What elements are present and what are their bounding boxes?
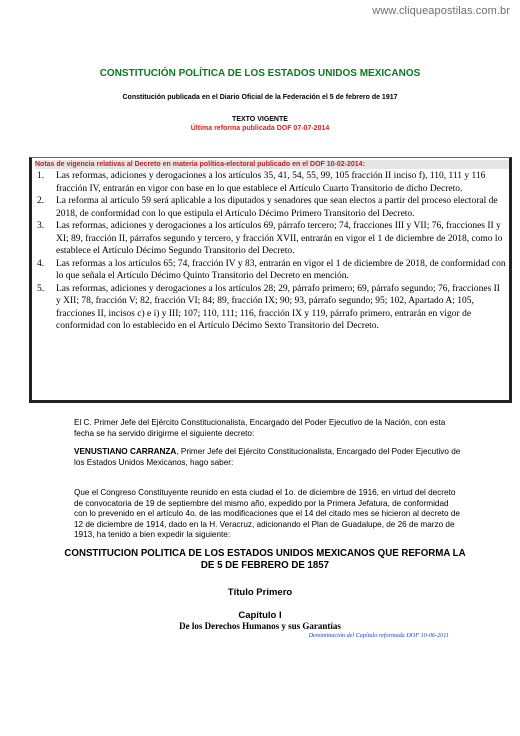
list-item [37,170,507,195]
carranza-text: , Primer Jefe del Ejército Constitucionalista, Encargado del Poder Ejecutivo de los Estados Unidos Mexicanos, hago saber: [74,447,461,467]
capitulo-heading: Capítulo I [238,610,282,621]
vigente-block [0,116,520,133]
note-number: 1. [37,171,45,181]
note-text: Las reformas, adiciones y derogaciones a los artículos 69, párrafo tercero; 74, fracciones III y VII; 76, fracciones II y XI; 89, fracción II, párrafos segundo y tercero, y fracción XVII, entrarán en vigor el 1 de diciembre de 2018, como lo establece el Artículo Décimo Segundo Transitorio del Decreto. [56,221,503,256]
congress-paragraph [74,488,464,541]
list-item [37,283,507,333]
vigente-label: TEXTO VIGENTE [232,116,288,123]
list-item [37,195,507,220]
intro-text: El C. Primer Jefe del Ejército Constitucionalista, Encargado del Poder Ejecutivo de la Nación, con esta fecha se ha servido dirigirme el siguiente decreto: [74,418,446,438]
notes-list [37,170,507,333]
note-number: 2. [37,196,45,206]
note-number: 5. [37,283,45,294]
site-url[interactable]: www.cliqueapostilas.com.br [372,5,510,17]
titulo-heading: Título Primero [227,587,293,598]
carranza-paragraph [74,447,464,468]
intro-paragraph [74,418,464,439]
last-reform: Última reforma publicada DOF 07-07-2014 [190,124,330,132]
note-text: La reforma al artículo 59 será aplicable a los diputados y senadores que sean electos a partir del proceso electoral de 2018, de conformidad con lo que estipula el Artículo Décimo Primero Transitorio del Decreto. [56,196,498,219]
carranza-name: VENUSTIANO CARRANZA [74,447,177,456]
note-number: 3. [37,221,45,231]
vigencia-notes-box [29,157,512,403]
constitution-heading: CONSTITUCION POLITICA DE LOS ESTADOS UNIDOS MEXICANOS QUE REFORMA LA DE 5 DE FEBRERO DE 1857 [64,548,466,571]
congress-text: Que el Congreso Constituyente reunido en esta ciudad el 1o. de diciembre de 1916, en virtud del decreto de convocatoria de 19 de septiembre del mismo año, expedido por la Primera Jefatura, de conformidad con lo prevenido en el artículo 4o. de las modificaciones que el 14 del citado mes se hicieron al decreto de 12 de diciembre de 1914, dado en la H. Veracruz, adicionando el Plan de Guadalupe, de 26 de marzo de 1913, ha tenido a bien expedir la siguiente: [74,488,460,539]
note-text: Las reformas, adiciones y derogaciones a los artículos 35, 41, 54, 55, 99, 105 fracción II inciso f), 110, 111 y 116 fracción IV, entrarán en vigor con base en lo que establece el Artículo Cuarto Transitorio de dicho Decreto. [56,171,486,194]
capitulo-name: De los Derechos Humanos y sus Garantías [179,621,341,631]
list-item [37,220,507,258]
document-title: CONSTITUCIÓN POLÍTICA DE LOS ESTADOS UNIDOS MEXICANOS [99,68,421,79]
note-text: Las reformas a los artículos 65; 74, fracción IV y 83, entrarán en vigor el 1 de diciembre de 2018, de conformidad con lo que señala el Artículo Décimo Quinto Transitorio del Decreto en mención. [56,258,506,281]
publication-info: Constitución publicada en el Diario Oficial de la Federación el 5 de febrero de 1917 [122,94,398,101]
note-number: 4. [37,258,45,269]
denominacion-note: Denominación del Capítulo reformada DOF 10-06-2011 [308,632,449,639]
note-text: Las reformas, adiciones y derogaciones a los artículos 28; 29, párrafo primero; 69, párrafo segundo; 76, fracciones II y XII; 78, fracción V; 82, fracción VI; 84; 89, fracción IX; 90; 93, párrafo segundo; 95; 102, Apartado A; 105, fracciones II, incisos c) e i) y III; 107; 110, 111; 116, fracción IX y 119, párrafo primero, entrarán en vigor de conformidad con lo establecido en el Artículo Décimo Sexto Transitorio del Decreto. [56,283,500,331]
list-item [37,258,507,283]
notes-header: Notas de vigencia relativas al Decreto en materia política-electoral publicado en el DOF 10-02-2014: [35,160,509,169]
